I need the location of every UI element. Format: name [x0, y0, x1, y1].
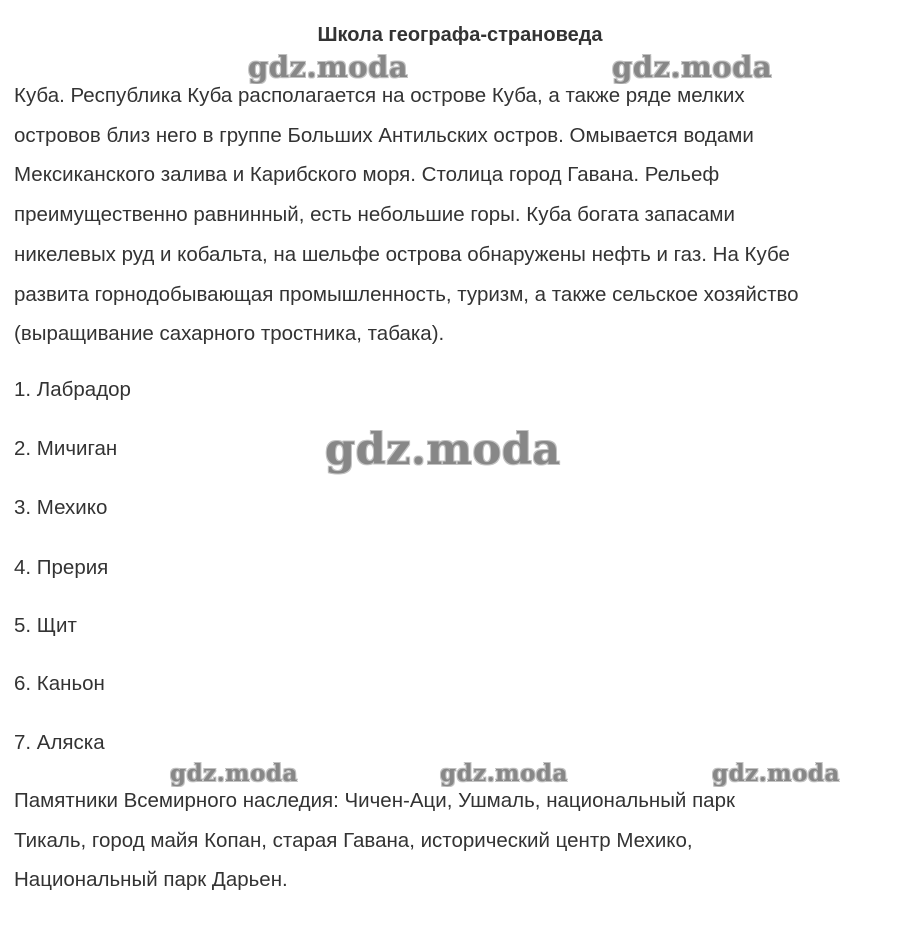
answer-item-3: 3. Мехико: [14, 496, 108, 519]
intro-line: преимущественно равнинный, есть небольшие горы. Куба богата запасами: [14, 203, 735, 227]
answer-item-5: 5. Щит: [14, 614, 77, 637]
watermark: gdz.moda: [712, 760, 840, 787]
answer-item-6: 6. Каньон: [14, 672, 105, 695]
answer-item-1: 1. Лабрадор: [14, 378, 131, 401]
intro-line: развита горнодобывающая промышленность, туризм, а также сельское хозяйство: [14, 282, 799, 306]
heritage-paragraph: [14, 781, 899, 900]
heritage-line: Национальный парк Дарьен.: [14, 868, 288, 892]
answer-item-2: 2. Мичиган: [14, 437, 118, 460]
intro-line: Куба. Республика Куба располагается на острове Куба, а также ряде мелких: [14, 84, 745, 107]
watermark: gdz.moda: [440, 760, 568, 787]
heritage-line: Памятники Всемирного наследия: Чичен-Аци, Ушмаль, национальный парк: [14, 789, 735, 812]
watermark: gdz.moda: [170, 760, 298, 787]
intro-line: никелевых руд и кобальта, на шельфе острова обнаружены нефть и газ. На Кубе: [14, 242, 790, 266]
watermark: gdz.moda: [612, 50, 773, 84]
intro-line: (выращивание сахарного тростника, табака).: [14, 322, 445, 346]
watermark: gdz.moda: [325, 425, 561, 475]
page-title: Школа географа-страноведа: [317, 24, 603, 46]
watermark: gdz.moda: [248, 50, 409, 84]
intro-line: Мексиканского залива и Карибского моря. Столица город Гавана. Рельеф: [14, 163, 720, 187]
answer-item-7: 7. Аляска: [14, 731, 105, 754]
heritage-line: Тикаль, город майя Копан, старая Гавана, исторический центр Мехико,: [14, 828, 693, 852]
answer-item-4: 4. Прерия: [14, 556, 109, 579]
intro-paragraph: [14, 76, 899, 354]
intro-line: островов близ него в группе Больших Антильских остров. Омывается водами: [14, 123, 754, 147]
